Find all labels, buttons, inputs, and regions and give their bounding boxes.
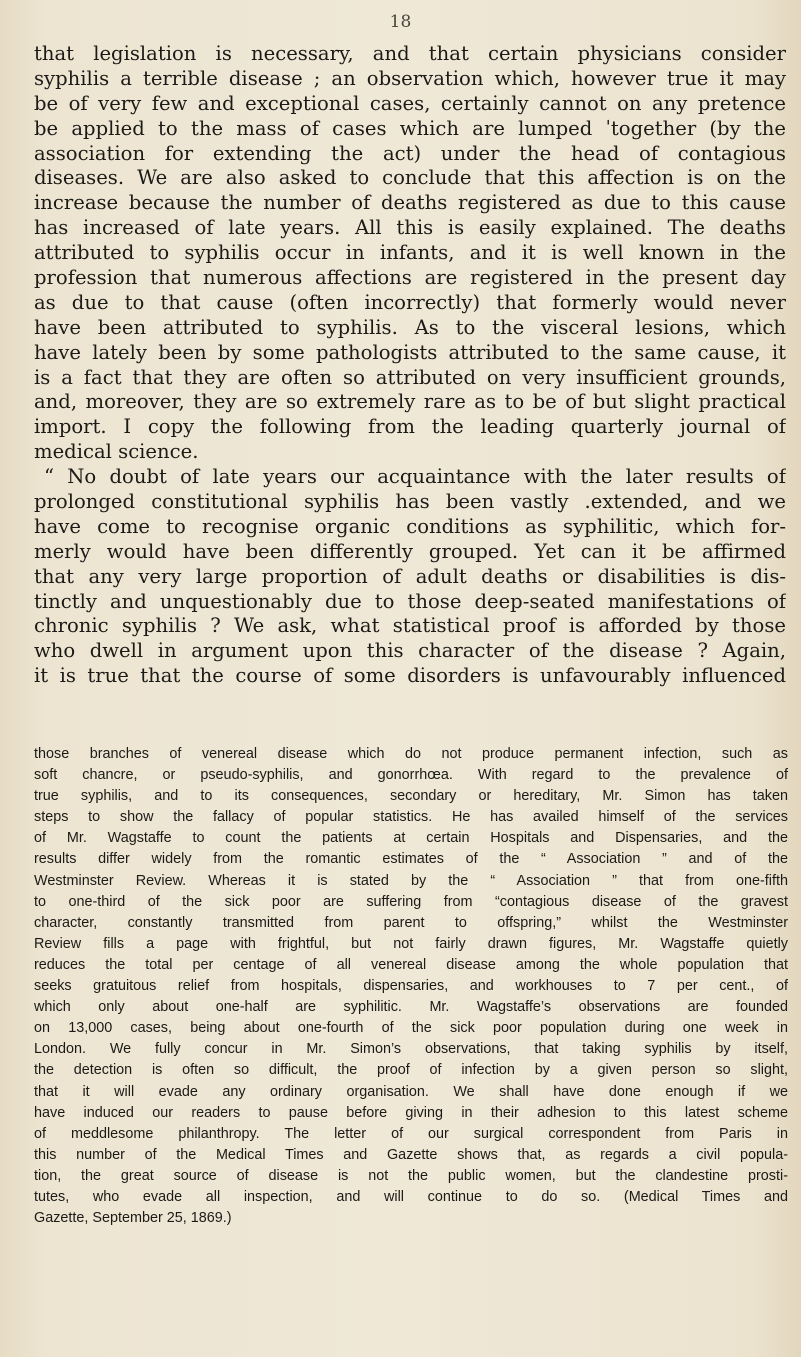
- text-line: import. I copy the following from the leading quarterly journal of: [34, 415, 786, 439]
- footnote-line: on 13,000 cases, being about one-fourth of the sick poor population during one week in: [34, 1020, 788, 1037]
- footnote-line: seeks gratuitous relief from hospitals, dispensaries, and workhouses to 7 per cent., of: [34, 978, 788, 995]
- text-line: have lately been by some pathologists attributed to the same cause, it: [34, 340, 786, 364]
- footnote-line: Review fills a page with frightful, but not fairly drawn figures, Mr. Wagstaffe quietly: [34, 935, 788, 952]
- footnote-line: this number of the Medical Times and Gazette shows that, as regards a civil popula-: [34, 1146, 788, 1163]
- footnote-line: that it will evade any ordinary organisation. We shall have done enough if we: [34, 1083, 788, 1100]
- text-line: diseases. We are also asked to conclude that this affection is on the: [34, 166, 786, 190]
- footnote-line: to one-third of the sick poor are suffering from “contagious disease of the gravest: [34, 893, 788, 910]
- text-line: syphilis a terrible disease ; an observation which, however true it may: [34, 66, 786, 90]
- text-line: is a fact that they are often so attributed on very insufficient grounds,: [34, 365, 786, 389]
- footnote-line: character, constantly transmitted from parent to offspring,” whilst the Westminster: [34, 914, 788, 931]
- footnote-line: Westminster Review. Whereas it is stated by the “ Association ” that from one-fifth: [34, 872, 788, 889]
- text-line: medical science.: [34, 440, 199, 464]
- quote-line: “ No doubt of late years our acquaintance with the later results of: [44, 465, 786, 489]
- footnote-line: London. We fully concur in Mr. Simon’s observations, that taking syphilis by itself,: [34, 1041, 788, 1058]
- text-line: as due to that cause (often incorrectly) that formerly would never: [34, 290, 786, 314]
- text-line: that legislation is necessary, and that certain physicians consider: [34, 42, 786, 65]
- footnote-line: results differ widely from the romantic estimates of the “ Association ” and of the: [34, 851, 788, 868]
- footnote-line: Gazette, September 25, 1869.): [34, 1210, 232, 1227]
- quote-line: who dwell in argument upon this character of the disease ? Again,: [34, 639, 786, 663]
- main-text: [34, 42, 786, 689]
- footnote-line: have induced our readers to pause before giving in their adhesion to this latest scheme: [34, 1104, 788, 1121]
- text-line: increase because the number of deaths registered as due to this cause: [34, 191, 786, 215]
- quote-line: merly would have been differently grouped. Yet can it be affirmed: [34, 539, 786, 563]
- footnote-line: which only about one-half are syphilitic. Mr. Wagstaffe’s observations are founded: [34, 999, 788, 1016]
- quote-line: that any very large proportion of adult deaths or disabilities is dis-: [34, 564, 786, 588]
- quote-line: it is true that the course of some disorders is unfavourably influenced: [34, 664, 786, 688]
- text-line: be of very few and exceptional cases, certainly cannot on any pretence: [34, 91, 786, 115]
- footnote-line: of meddlesome philanthropy. The letter of our surgical correspondent from Paris in: [34, 1125, 788, 1142]
- text-line: association for extending the act) under the head of contagious: [34, 141, 786, 165]
- footnote-line: the detection is often so difficult, the proof of infection by a given person so slight,: [34, 1062, 788, 1079]
- text-line: and, moreover, they are so extremely rare as to be of but slight practical: [34, 390, 786, 414]
- footnote-line: those branches of venereal disease which do not produce permanent infection, such as: [34, 746, 788, 762]
- text-line: has increased of late years. All this is easily explained. The deaths: [34, 216, 786, 240]
- quote-line: chronic syphilis ? We ask, what statistical proof is afforded by those: [34, 614, 786, 638]
- footnote-line: of Mr. Wagstaffe to count the patients at certain Hospitals and Dispensaries, and the: [34, 830, 788, 847]
- quote-line: have come to recognise organic conditions as syphilitic, which for-: [34, 514, 786, 538]
- text-line: attributed to syphilis occur in infants, and it is well known in the: [34, 241, 786, 265]
- footnote-line: reduces the total per centage of all venereal disease among the whole population that: [34, 956, 788, 973]
- footnote-line: steps to show the fallacy of popular statistics. He has availed himself of the services: [34, 809, 788, 826]
- footnote-line: true syphilis, and to its consequences, secondary or hereditary, Mr. Simon has taken: [34, 788, 788, 805]
- quote-line: prolonged constitutional syphilis has been vastly .extended, and we: [34, 490, 786, 514]
- footnote-line: tion, the great source of disease is not the public women, but the clandestine prosti-: [34, 1167, 788, 1184]
- footnote-line: soft chancre, or pseudo-syphilis, and gonorrhœa. With regard to the prevalence of: [34, 767, 788, 784]
- text-line: profession that numerous affections are registered in the present day: [34, 266, 786, 290]
- quote-line: tinctly and unquestionably due to those deep-seated manifestations of: [34, 589, 786, 613]
- footnote-line: tutes, who evade all inspection, and will continue to do so. (Medical Times and: [34, 1188, 788, 1205]
- text-line: have been attributed to syphilis. As to the visceral lesions, which: [34, 315, 786, 339]
- page-number: 18: [389, 12, 412, 32]
- text-line: be applied to the mass of cases which are lumped ˈtogether (by the: [34, 116, 786, 140]
- footnote: [34, 744, 788, 1229]
